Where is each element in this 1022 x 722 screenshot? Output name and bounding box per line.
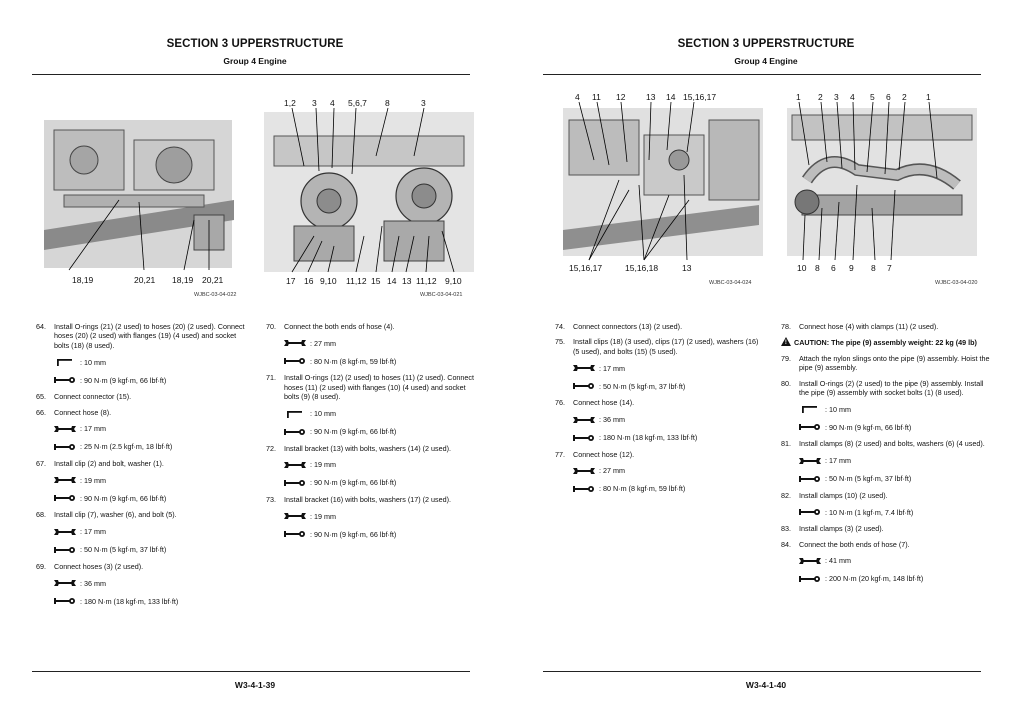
- tool-spec: [266, 528, 476, 540]
- page-number: W3-4-1-40: [745, 680, 787, 690]
- group-title: Group 4 Engine: [223, 56, 287, 66]
- callout-label: 6: [886, 92, 891, 102]
- callout-label: 15,16,18: [625, 263, 659, 273]
- tool-spec: [36, 423, 246, 435]
- tool-spec: [781, 455, 991, 467]
- instruction-step: [36, 408, 246, 417]
- torque-icon: [284, 357, 306, 365]
- tool-spec: [36, 526, 246, 538]
- instructions-column: [781, 322, 991, 591]
- callout-label: 13: [402, 276, 412, 286]
- tool-spec: [36, 474, 246, 486]
- callout-label: 3: [312, 98, 317, 108]
- spec-value: : 41 mm: [825, 556, 851, 566]
- spec-value: : 90 N·m (9 kgf·m, 66 lbf·ft): [825, 422, 912, 432]
- callout-label: 14: [666, 92, 676, 102]
- spec-value: : 50 N·m (5 kgf·m, 37 lbf·ft): [599, 381, 686, 391]
- tool-spec: [555, 483, 765, 495]
- section-title: SECTION 3 UPPERSTRUCTURE: [677, 38, 855, 50]
- tool-spec: [36, 441, 246, 453]
- callout-label: 16: [304, 276, 314, 286]
- callout-label: 7: [887, 263, 892, 273]
- instruction-step: [36, 562, 246, 571]
- tool-spec: [555, 432, 765, 444]
- tool-spec: [36, 544, 246, 556]
- step-text: Install O-rings (21) (2 used) to hoses (20) (2 used). Connect hoses (20) (2 used) with flanges (19) (4 used) and socket bolts (18) (8 used).: [54, 322, 245, 350]
- callout-label: 1: [796, 92, 801, 102]
- step-number: 81.: [781, 439, 791, 449]
- step-text: Attach the nylon slings onto the pipe (9) assembly. Hoist the pipe (9) assembly.: [799, 353, 990, 373]
- instruction-step: [266, 373, 476, 401]
- tool-spec: [781, 473, 991, 485]
- tool-spec: [266, 355, 476, 367]
- spec-value: : 200 N·m (20 kgf·m, 148 lbf·ft): [825, 574, 924, 584]
- step-text: Install clip (2) and bolt, washer (1).: [54, 459, 164, 469]
- step-text: Install O-rings (12) (2 used) to hoses (11) (2 used). Connect hoses (11) (2 used) with flanges (10) (4 used) and socket bolts (9) (8 used).: [284, 373, 475, 402]
- instructions-column: [266, 322, 476, 546]
- callout-label: 2: [902, 92, 907, 102]
- instruction-step: [36, 459, 246, 468]
- step-number: 67.: [36, 459, 46, 469]
- callout-label: 20,21: [134, 275, 156, 285]
- step-number: 71.: [266, 373, 276, 383]
- callout-label: 15,16,17: [569, 263, 603, 273]
- callout-label: 4: [330, 98, 335, 108]
- instruction-step: [555, 398, 765, 407]
- section-title: SECTION 3 UPPERSTRUCTURE: [166, 38, 344, 50]
- spec-value: : 25 N·m (2.5 kgf·m, 18 lbf·ft): [80, 442, 173, 452]
- spec-value: : 17 mm: [825, 456, 851, 466]
- spec-value: : 17 mm: [80, 527, 106, 537]
- tool-spec: [36, 356, 246, 368]
- callout-label: 12: [616, 92, 626, 102]
- wrench-icon: [284, 512, 306, 520]
- torque-icon: [799, 508, 821, 516]
- wrench-icon: [284, 461, 306, 469]
- instruction-step: [781, 354, 991, 373]
- tool-spec: [266, 337, 476, 349]
- tool-spec: [555, 414, 765, 426]
- spec-value: : 10 mm: [80, 357, 106, 367]
- step-text: Connect connectors (13) (2 used).: [573, 322, 683, 331]
- step-number: 75.: [555, 337, 565, 347]
- callout-label: 15: [371, 276, 381, 286]
- spec-value: : 19 mm: [310, 460, 336, 470]
- callout-label: 13: [682, 263, 692, 273]
- figure-turbo-hoses: [264, 96, 476, 290]
- torque-icon: [284, 530, 306, 538]
- wrench-icon: [54, 579, 76, 587]
- callout-label: 1: [926, 92, 931, 102]
- tool-spec: [781, 555, 991, 567]
- tool-spec: [781, 506, 991, 518]
- callout-label: 18,19: [172, 275, 194, 285]
- group-title: Group 4 Engine: [734, 56, 798, 66]
- instruction-step: [781, 524, 991, 533]
- callout-label: 3: [834, 92, 839, 102]
- step-number: 69.: [36, 561, 46, 571]
- step-number: 82.: [781, 490, 791, 500]
- spec-value: : 27 mm: [599, 466, 625, 476]
- callout-label: 11,12: [416, 276, 437, 286]
- spec-value: : 10 N·m (1 kgf·m, 7.4 lbf·ft): [825, 507, 914, 517]
- tool-spec: [36, 595, 246, 607]
- spec-value: : 80 N·m (8 kgf·m, 59 lbf·ft): [310, 356, 397, 366]
- step-number: 65.: [36, 392, 46, 402]
- spec-value: : 36 mm: [80, 578, 106, 588]
- step-number: 76.: [555, 398, 565, 408]
- instruction-step: [781, 439, 991, 448]
- step-number: 74.: [555, 322, 565, 331]
- instruction-step: [781, 322, 991, 331]
- header-rule: [32, 74, 470, 75]
- wrench-icon: [799, 557, 821, 565]
- instruction-step: [266, 495, 476, 504]
- tool-spec: [266, 459, 476, 471]
- torque-icon: [573, 382, 595, 390]
- step-text: Connect connector (15).: [54, 392, 132, 402]
- instruction-step: [555, 337, 765, 356]
- page-number: W3-4-1-39: [234, 680, 276, 690]
- torque-icon: [799, 423, 821, 431]
- callout-label: 6: [831, 263, 836, 273]
- step-number: 66.: [36, 407, 46, 417]
- step-text: Install clamps (10) (2 used).: [799, 490, 888, 500]
- instructions-column: [555, 322, 765, 501]
- tool-spec: [36, 374, 246, 386]
- callout-label: 11,12: [346, 276, 367, 286]
- callout-label: 2: [818, 92, 823, 102]
- step-text: Install clip (7), washer (6), and bolt (5).: [54, 510, 177, 520]
- step-text: Connect the both ends of hose (4).: [284, 322, 395, 331]
- caution-note: [781, 337, 991, 347]
- callout-label: 5: [870, 92, 875, 102]
- figure-code: WJBC-03-04-024: [709, 280, 752, 286]
- spec-value: : 50 N·m (5 kgf·m, 37 lbf·ft): [825, 474, 912, 484]
- step-number: 83.: [781, 524, 791, 534]
- tool-spec: [266, 510, 476, 522]
- torque-icon: [284, 479, 306, 487]
- tool-spec: [555, 380, 765, 392]
- instruction-step: [555, 450, 765, 459]
- torque-icon: [54, 546, 76, 554]
- callout-label: 4: [575, 92, 580, 102]
- instruction-step: [36, 510, 246, 519]
- spec-value: : 90 N·m (9 kgf·m, 66 lbf·ft): [80, 493, 167, 503]
- callout-label: 1,2: [284, 98, 296, 108]
- tool-spec: [781, 403, 991, 415]
- torque-icon: [799, 475, 821, 483]
- callout-label: 9,10: [445, 276, 462, 286]
- spec-value: : 50 N·m (5 kgf·m, 37 lbf·ft): [80, 545, 167, 555]
- spec-value: : 90 N·m (9 kgf·m, 66 lbf·ft): [310, 426, 397, 436]
- wrench-icon: [573, 416, 595, 424]
- step-number: 80.: [781, 378, 791, 388]
- callout-label: 15,16,17: [683, 92, 717, 102]
- figure-code: WJBC-03-04-022: [194, 292, 237, 298]
- page-header: [30, 38, 480, 66]
- step-number: 70.: [266, 322, 276, 331]
- right-page: [511, 0, 1022, 722]
- spec-value: : 90 N·m (9 kgf·m, 66 lbf·ft): [310, 529, 397, 539]
- torque-icon: [799, 575, 821, 583]
- torque-icon: [54, 494, 76, 502]
- spec-value: : 10 mm: [310, 408, 336, 418]
- callout-label: 3: [421, 98, 426, 108]
- hex-key-icon: [284, 410, 306, 418]
- instruction-step: [781, 379, 991, 398]
- step-text: Install clamps (3) (2 used).: [799, 524, 884, 534]
- instruction-step: [781, 491, 991, 500]
- figure-connectors: [559, 90, 764, 276]
- callout-label: 8: [815, 263, 820, 273]
- page-header: [541, 38, 991, 66]
- figure-engine-hoses: [44, 120, 234, 290]
- step-number: 84.: [781, 539, 791, 549]
- wrench-icon: [54, 528, 76, 536]
- callout-label: 9,10: [320, 276, 337, 286]
- warning-icon: [781, 337, 791, 346]
- figure-code: WJBC-03-04-020: [935, 280, 978, 286]
- step-text: Install bracket (16) with bolts, washers (17) (2 used).: [284, 495, 451, 505]
- spec-value: : 10 mm: [825, 404, 851, 414]
- callout-label: 13: [646, 92, 656, 102]
- step-text: Install clips (18) (3 used), clips (17) (2 used), washers (16) (5 used), and bolts (15) (5 used).: [573, 337, 759, 356]
- callout-label: 8: [871, 263, 876, 273]
- wrench-icon: [54, 476, 76, 484]
- step-text: Install bracket (13) with bolts, washers (14) (2 used).: [284, 443, 451, 453]
- wrench-icon: [573, 364, 595, 372]
- wrench-icon: [54, 425, 76, 433]
- instruction-step: [266, 322, 476, 331]
- wrench-icon: [284, 339, 306, 347]
- callout-label: 9: [849, 263, 854, 273]
- spec-value: : 17 mm: [599, 363, 625, 373]
- wrench-icon: [799, 457, 821, 465]
- step-number: 78.: [781, 322, 791, 331]
- step-text: Install clamps (8) (2 used) and bolts, washers (6) (4 used).: [799, 439, 985, 449]
- spec-value: : 180 N·m (18 kgf·m, 133 lbf·ft): [80, 596, 179, 606]
- spec-value: : 17 mm: [80, 424, 106, 434]
- step-text: Connect the both ends of hose (7).: [799, 539, 910, 549]
- step-number: 79.: [781, 353, 791, 363]
- spec-value: : 90 N·m (9 kgf·m, 66 lbf·ft): [310, 478, 397, 488]
- tool-spec: [555, 362, 765, 374]
- figure-pipe-assembly: [787, 90, 987, 276]
- callout-label: 17: [286, 276, 296, 286]
- caution-text: CAUTION: The pipe (9) assembly weight: 22 kg (49 lb): [794, 338, 977, 348]
- tool-spec: [781, 573, 991, 585]
- step-number: 72.: [266, 443, 276, 453]
- header-rule: [543, 74, 981, 75]
- callout-label: 10: [797, 263, 807, 273]
- spec-value: : 19 mm: [310, 511, 336, 521]
- spec-value: : 27 mm: [310, 338, 336, 348]
- tool-spec: [266, 477, 476, 489]
- step-text: Connect hose (12).: [573, 449, 635, 459]
- callout-label: 14: [387, 276, 397, 286]
- torque-icon: [54, 376, 76, 384]
- spec-value: : 36 mm: [599, 414, 625, 424]
- instructions-column: [36, 322, 246, 613]
- wrench-icon: [573, 467, 595, 475]
- callout-label: 8: [385, 98, 390, 108]
- tool-spec: [266, 408, 476, 420]
- callout-label: 5,6,7: [348, 98, 367, 108]
- hex-key-icon: [54, 358, 76, 366]
- step-number: 77.: [555, 449, 565, 459]
- instruction-step: [781, 540, 991, 549]
- hex-key-icon: [799, 405, 821, 413]
- step-number: 68.: [36, 510, 46, 520]
- tool-spec: [781, 421, 991, 433]
- instruction-step: [36, 392, 246, 401]
- step-text: Install O-rings (2) (2 used) to the pipe (9) assembly. Install the pipe (9) assembly with socket bolts (1) (8 used).: [799, 378, 984, 398]
- figure-code: WJBC-03-04-021: [420, 292, 463, 298]
- torque-icon: [54, 597, 76, 605]
- tool-spec: [36, 577, 246, 589]
- spec-value: : 80 N·m (8 kgf·m, 59 lbf·ft): [599, 484, 686, 494]
- step-text: Connect hoses (3) (2 used).: [54, 561, 144, 571]
- torque-icon: [573, 434, 595, 442]
- tool-spec: [36, 492, 246, 504]
- instruction-step: [266, 444, 476, 453]
- spec-value: : 19 mm: [80, 475, 106, 485]
- footer-rule: [543, 671, 981, 672]
- instruction-step: [36, 322, 246, 350]
- step-number: 64.: [36, 322, 46, 331]
- step-text: Connect hose (14).: [573, 398, 635, 408]
- torque-icon: [573, 485, 595, 493]
- torque-icon: [54, 443, 76, 451]
- step-text: Connect hose (8).: [54, 407, 112, 417]
- step-number: 73.: [266, 495, 276, 505]
- torque-icon: [284, 428, 306, 436]
- spec-value: : 90 N·m (9 kgf·m, 66 lbf·ft): [80, 375, 167, 385]
- callout-label: 4: [850, 92, 855, 102]
- callout-label: 20,21: [202, 275, 224, 285]
- spec-value: : 180 N·m (18 kgf·m, 133 lbf·ft): [599, 432, 698, 442]
- callout-label: 18,19: [72, 275, 94, 285]
- tool-spec: [266, 426, 476, 438]
- tool-spec: [555, 465, 765, 477]
- step-text: Connect hose (4) with clamps (11) (2 used).: [799, 322, 939, 331]
- footer-rule: [32, 671, 470, 672]
- instruction-step: [555, 322, 765, 331]
- callout-label: 11: [592, 92, 601, 102]
